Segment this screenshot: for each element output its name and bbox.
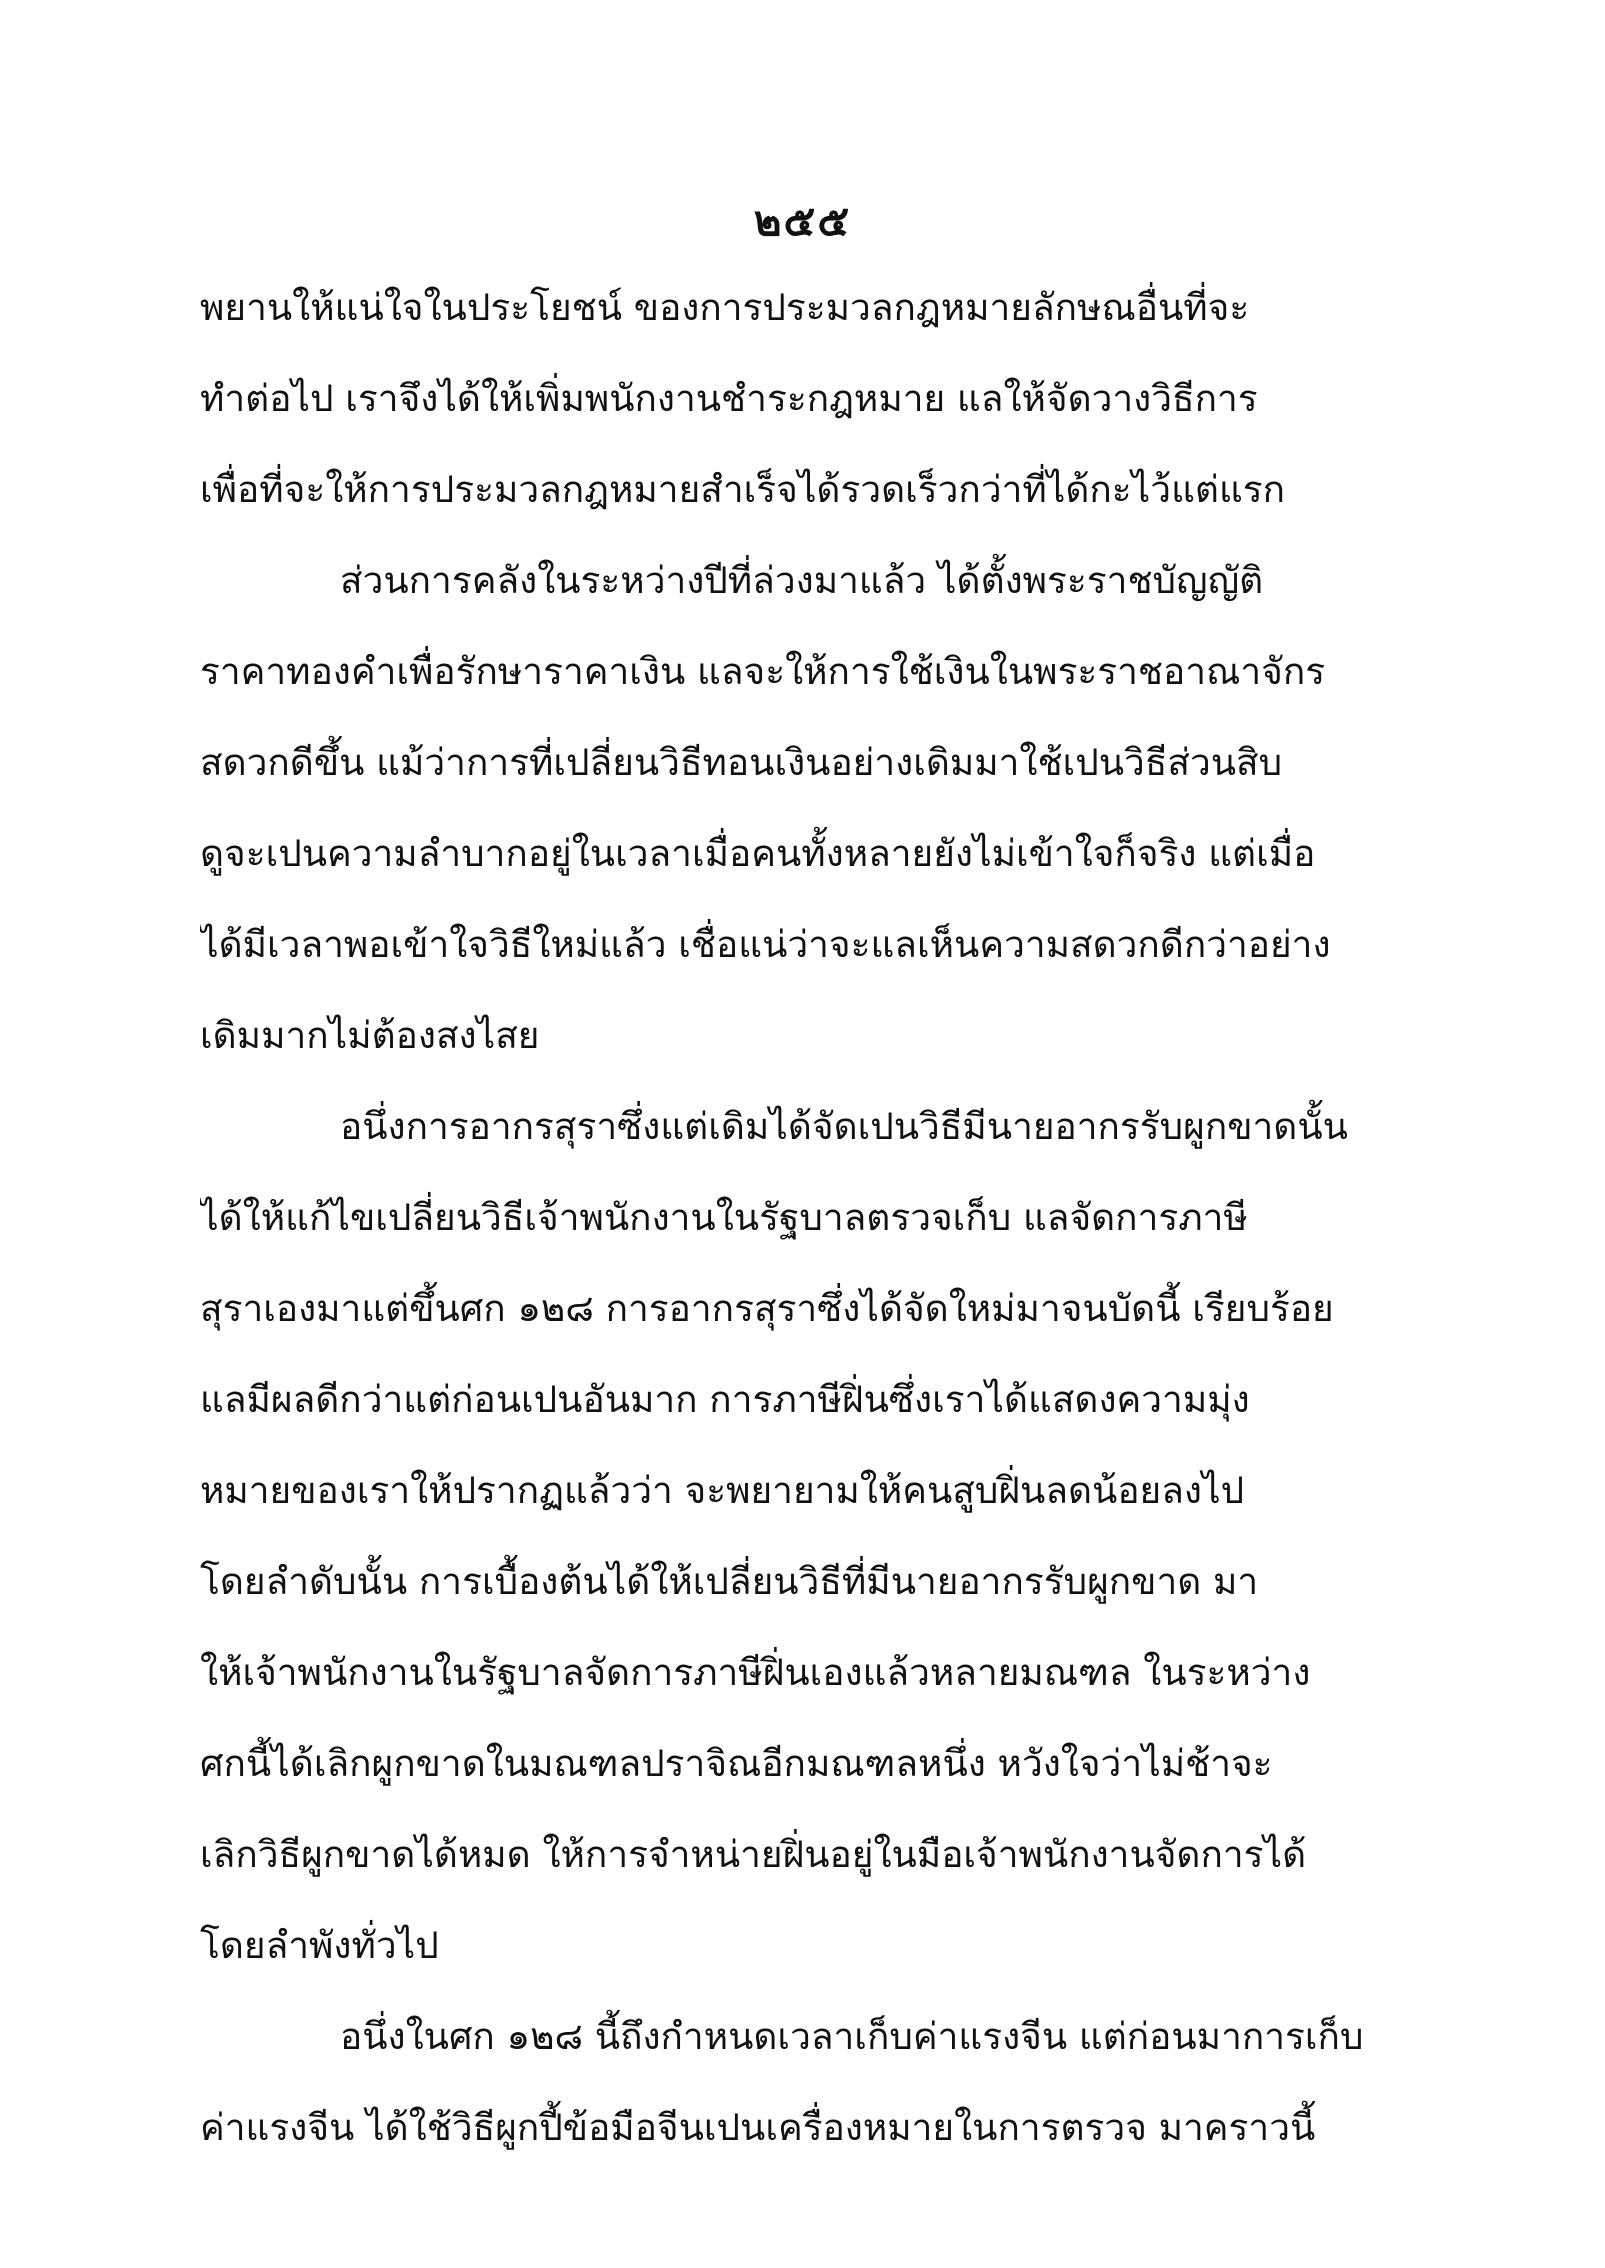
page-number: ๒๕๕ <box>753 196 852 245</box>
text-line: หมายของเราให้ปรากฏแล้วว่า จะพยายามให้คนสูบฝิ่นลดน้อยลงไป <box>200 1469 1245 1512</box>
text-line: เดิมมากไม่ต้องสงไสย <box>200 1014 540 1057</box>
text-line: อนึ่งการอากรสุราซึ่งแต่เดิมได้จัดเปนวิธีมีนายอากรรับผูกขาดนั้น <box>340 1105 1348 1148</box>
text-line: เพื่อที่จะให้การประมวลกฎหมายสำเร็จได้รวดเร็วกว่าที่ได้กะไว้แต่แรก <box>200 468 1286 511</box>
text-line: ได้มีเวลาพอเข้าใจวิธีใหม่แล้ว เชื่อแน่ว่าจะแลเห็นความสดวกดีกว่าอย่าง <box>200 923 1331 966</box>
text-line: แลมีผลดีกว่าแต่ก่อนเปนอันมาก การภาษีฝิ่นซึ่งเราได้แสดงความมุ่ง <box>200 1378 1250 1421</box>
text-line: อนึ่งในศก ๑๒๘ นี้ถึงกำหนดเวลาเก็บค่าแรงจีน แต่ก่อนมาการเก็บ <box>340 2015 1364 2058</box>
text-line: ศกนี้ได้เลิกผูกขาดในมณฑลปราจิณอีกมณฑลหนึ่ง หวังใจว่าไม่ช้าจะ <box>200 1742 1273 1785</box>
text-line: ทำต่อไป เราจึงได้ให้เพิ่มพนักงานชำระกฎหมาย แลให้จัดวางวิธีการ <box>200 377 1258 420</box>
text-line: สดวกดีขึ้น แม้ว่าการที่เปลี่ยนวิธีทอนเงินอย่างเดิมมาใช้เปนวิธีส่วนสิบ <box>200 741 1283 784</box>
text-line: ได้ให้แก้ไขเปลี่ยนวิธีเจ้าพนักงานในรัฐบาลตรวจเก็บ แลจัดการภาษี <box>200 1196 1248 1239</box>
text-line: ค่าแรงจีน ได้ใช้วิธีผูกปี้ข้อมือจีนเปนเครื่องหมายในการตรวจ มาคราวนี้ <box>200 2106 1316 2149</box>
text-line: ให้เจ้าพนักงานในรัฐบาลจัดการภาษีฝิ่นเองแล้วหลายมณฑล ในระหว่าง <box>200 1651 1311 1694</box>
text-line: พยานให้แน่ใจในประโยชน์ ของการประมวลกฎหมายลักษณอื่นที่จะ <box>200 286 1250 329</box>
body-text <box>200 262 1410 2173</box>
text-line: โดยลำพังทั่วไป <box>200 1924 439 1967</box>
text-line: สุราเองมาแต่ขึ้นศก ๑๒๘ การอากรสุราซึ่งได้จัดใหม่มาจนบัดนี้ เรียบร้อย <box>200 1287 1334 1330</box>
text-line: ราคาทองคำเพื่อรักษาราคาเงิน แลจะให้การใช้เงินในพระราชอาณาจักร <box>200 650 1326 693</box>
text-line: ดูจะเปนความลำบากอยู่ในเวลาเมื่อคนทั้งหลายยังไม่เข้าใจก็จริง แต่เมื่อ <box>200 832 1316 875</box>
text-line: โดยลำดับนั้น การเบื้องต้นได้ให้เปลี่ยนวิธีที่มีนายอากรรับผูกขาด มา <box>200 1560 1259 1603</box>
text-line: ส่วนการคลังในระหว่างปีที่ล่วงมาแล้ว ได้ตั้งพระราชบัญญัติ <box>340 559 1264 602</box>
text-line: เลิกวิธีผูกขาดได้หมด ให้การจำหน่ายฝิ่นอยู่ในมือเจ้าพนักงานจัดการได้ <box>200 1833 1307 1876</box>
